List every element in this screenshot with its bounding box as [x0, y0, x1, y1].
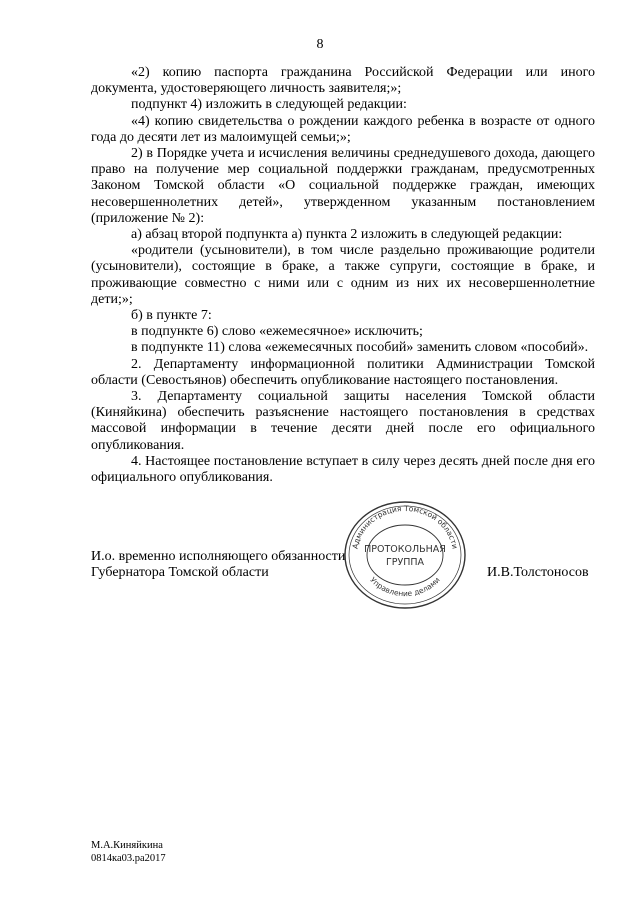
stamp-ring-text: Администрация Томской области: [350, 503, 460, 550]
document-body: [91, 65, 595, 486]
signature-position-line2: Губернатора Томской области: [91, 565, 269, 581]
paragraph: 2. Департаменту информационной политики Администрации Томской области (Севостьянов) обеспечить опубликование настоящего постановления.: [91, 356, 595, 388]
paragraph: подпункт 4) изложить в следующей редакции:: [131, 97, 407, 113]
footer: [91, 840, 166, 865]
stamp-bottom-text: Управление делами: [368, 575, 442, 599]
paragraph: в подпункте 11) слова «ежемесячных пособий» заменить словом «пособий».: [131, 340, 589, 356]
signature-position: [91, 549, 345, 581]
stamp-center-line2: ГРУППА: [385, 557, 425, 568]
footer-author: М.А.Киняйкина: [91, 840, 163, 851]
footer-file-ref: 0814ка03.ра2017: [91, 852, 166, 864]
page-number: 8: [316, 37, 324, 52]
paragraph: 3. Департаменту социальной защиты населения Томской области (Киняйкина) обеспечить разъяснение настоящего постановления в средствах массовой информации в течение десяти дней после его официального опубликования.: [91, 389, 595, 453]
paragraph: «4) копию свидетельства о рождении каждого ребенка в возрасте от одного года до десяти лет из малоимущей семьи;»;: [91, 113, 595, 145]
paragraph: 4. Настоящее постановление вступает в силу через десять дней после дня его официального опубликования.: [91, 453, 595, 486]
stamp-center-line1: ПРОТОКОЛЬНАЯ: [364, 544, 446, 555]
paragraph: а) абзац второй подпункта а) пункта 2 изложить в следующей редакции:: [131, 227, 563, 243]
paragraph: «2) копию паспорта гражданина Российской Федерации или иного документа, удостоверяющего личность заявителя;»;: [91, 65, 595, 97]
paragraph: б) в пункте 7:: [131, 308, 212, 324]
paragraph: в подпункте 6) слово «ежемесячное» исключить;: [131, 324, 423, 340]
paragraph: 2) в Порядке учета и исчисления величины среднедушевого дохода, дающего право на получение мер социальной поддержки гражданам, предусмотренных Законом Томской области «О социальной поддержке граждан, имеющих несовершеннолетних детей», утвержденном указанным постановлением (приложение № 2):: [91, 146, 595, 226]
signature-name: И.В.Толстоносов: [487, 565, 589, 580]
paragraph: «родители (усыновители), в том числе раздельно проживающие родители (усыновители), состоящие в браке, а также супруги, состоящие в браке, и проживающие совместно с ними или с одним из них их несовершеннолетние дети;»;: [91, 243, 595, 307]
signature-position-line1: И.о. временно исполняющего обязанности: [91, 549, 346, 564]
official-stamp: [341, 500, 469, 610]
